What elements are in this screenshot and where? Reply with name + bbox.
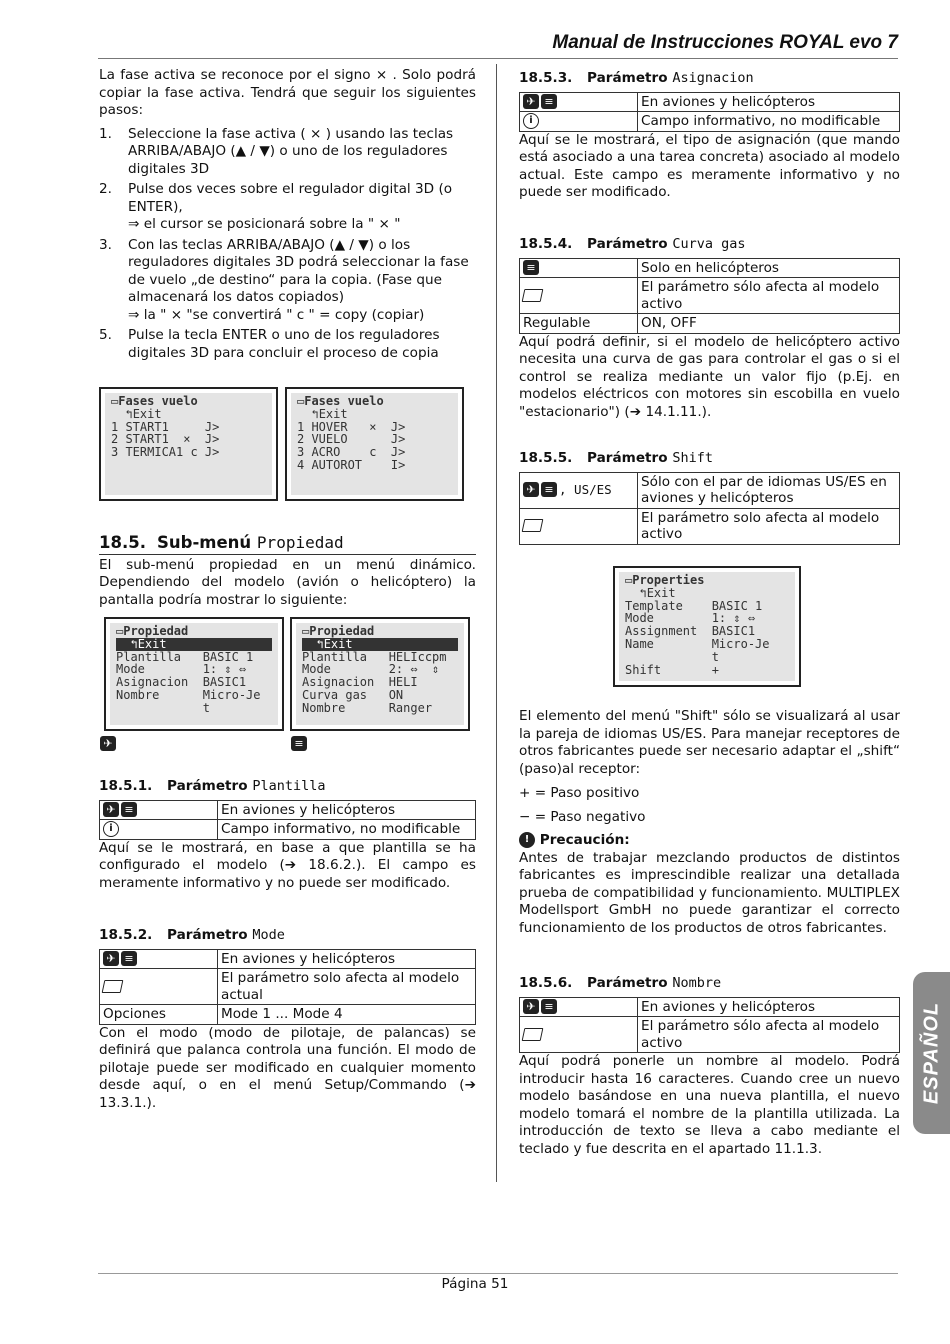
param-text: Aquí podrá ponerle un nombre al modelo. Podrá introducir hasta 16 caracteres. Cuando cree un nuevo modelo basándose en una nueva plantilla, el nuevo modelo tomará el nombre de la plantilla utilizada. La introducción de texto se lleva a cabo mediante el teclado y fue descrita en el apartado 11.1.3. — [519, 1053, 900, 1157]
table-row — [520, 112, 900, 132]
param-text: Aquí podrá definir, si el modelo de helicóptero activo necesita una curva de gas para controlar el gas o si el control se realiza mediante un valor fijo (p.Ej. en modelos eléctricos con motores sin escobilla en vuelo "estacionario") (➔ 14.1.11.). — [519, 333, 900, 420]
table-cell: Regulable — [520, 314, 638, 334]
airplane-icon: ✈ — [523, 94, 539, 109]
section-18-5 — [99, 534, 476, 609]
warning-text: Antes de trabajar mezclando productos de distintos fabricantes es imprescindible realizar una detallada prueba de compatibilidad y funcionamiento. MULTIPLEX Modellsport GmbH no puede garantizar el correcto funcionamiento de los productos de otros fabricantes. — [519, 849, 900, 936]
step-text: Pulse dos veces sobre el regulador digital 3D (o ENTER), — [128, 181, 453, 215]
section-heading — [99, 534, 476, 555]
screen-exit: Exit — [646, 585, 676, 600]
folder-icon: ▭ — [302, 624, 310, 638]
param-mono: Shift — [672, 450, 713, 466]
param-label: Parámetro — [587, 70, 668, 86]
table-cell: En aviones y helicópteros — [638, 92, 900, 112]
screen-propiedad-avion — [104, 617, 284, 731]
steps-list — [99, 126, 476, 363]
param-heading — [519, 70, 900, 88]
helicopter-icon: ≡ — [541, 94, 557, 109]
step-sub: ⇒ la " × "se convertirá " c " = copy (copiar) — [128, 306, 425, 323]
table-cell: El parámetro solo afecta al modelo actual — [218, 969, 476, 1005]
shift-minus: − = Paso negativo — [519, 808, 646, 825]
screen-exit: Exit — [318, 406, 348, 421]
param-number: 18.5.1. — [99, 778, 153, 794]
param-table — [519, 997, 900, 1054]
screen-properties — [613, 566, 801, 687]
table-row — [520, 278, 900, 314]
screen-row: Curva gas ON — [302, 687, 404, 702]
step-text: Pulse la tecla ENTER o uno de los reguladores digitales 3D para concluir el proceso de copia — [128, 327, 440, 361]
table-cell: Sólo con el par de idiomas US/ES en aviones y helicópteros — [638, 472, 900, 508]
screen-row: Nombre Micro-Je — [116, 687, 261, 702]
helicopter-icon: ≡ — [121, 802, 137, 817]
param-number: 18.5.6. — [519, 975, 573, 991]
helicopter-icon: ≡ — [523, 260, 539, 275]
screen-row: 2 START1 × J> — [111, 432, 220, 447]
param-label: Parámetro — [587, 236, 668, 252]
table-cell: El parámetro sólo afecta al modelo activo — [638, 278, 900, 314]
table-cell: Campo informativo, no modificable — [638, 112, 900, 132]
table-row — [100, 820, 476, 840]
param-text: Aquí se le mostrará, en base a que plantilla se ha configurado el modelo (➔ 18.6.2.). El campo es meramente informativo y no puede ser modificado. — [99, 839, 476, 891]
list-item — [99, 237, 476, 325]
airplane-icon: ✈ — [523, 999, 539, 1014]
param-mode — [99, 927, 476, 1112]
param-table — [99, 800, 476, 840]
exit-arrow-icon: ↰ — [639, 585, 647, 600]
param-shift — [519, 450, 900, 545]
folder-icon — [522, 1028, 544, 1041]
screen-title-text: Fases vuelo — [118, 394, 198, 408]
param-heading — [519, 236, 900, 254]
table-cell: El parámetro sólo afecta al modelo activo — [638, 1017, 900, 1053]
param-label: Parámetro — [587, 975, 668, 991]
param-curva-gas — [519, 236, 900, 421]
helicopter-icon: ≡ — [541, 482, 557, 497]
param-heading — [99, 927, 476, 945]
step-text: Seleccione la fase activa ( × ) usando las teclas ARRIBA/ABAJO (▲ / ▼) o uno de los reguladores digitales 3D — [128, 125, 454, 177]
table-cell: ON, OFF — [638, 314, 900, 334]
param-asignacion — [519, 70, 900, 202]
screen-row: Mode 1: ⇕ ⇔ — [116, 662, 247, 677]
screen-title-text: Propiedad — [309, 624, 375, 638]
screen-row: 3 ACRO c J> — [297, 445, 406, 460]
shift-plus: + = Paso positivo — [519, 785, 640, 801]
info-icon: i — [103, 821, 119, 837]
intro-text: La fase activa se reconoce por el signo × . Solo podrá copiar la fase activa. Tendrá que seguir los siguientes pasos: — [99, 67, 476, 118]
page-header-title: Manual de Instrucciones ROYAL evo 7 — [552, 32, 898, 53]
step-number: 3. — [99, 236, 112, 253]
exit-arrow-icon: ↰ — [316, 636, 324, 651]
warning-title: Precaución: — [539, 832, 630, 848]
screen-row: Assignment BASIC1 — [625, 624, 756, 639]
language-pair: , US/ES — [559, 481, 612, 497]
page-number: Página 51 — [441, 1276, 509, 1292]
list-item — [99, 181, 476, 234]
screen-row: Asignacion BASIC1 — [116, 675, 247, 690]
helicopter-icon: ≡ — [291, 736, 307, 751]
list-item — [99, 327, 476, 362]
param-mono: Plantilla — [252, 778, 326, 794]
folder-icon — [522, 519, 544, 532]
param-label: Parámetro — [167, 778, 248, 794]
warning-icon: ! — [519, 832, 535, 848]
table-row — [100, 800, 476, 820]
table-cell: En aviones y helicópteros — [218, 949, 476, 969]
param-text: El elemento del menú "Shift" sólo se visualizará al usar la pareja de idiomas US/ES. Para manejar receptores de otros fabricantes puede ser necesario adaptar el „shift“ (paso)al receptor: — [519, 708, 900, 777]
screen-row: Asignacion HELI — [302, 675, 418, 690]
param-table — [99, 949, 476, 1025]
screen-row: 1 START1 J> — [111, 419, 220, 434]
table-cell: Opciones — [100, 1005, 218, 1025]
section-mono: Propiedad — [256, 533, 344, 552]
param-table — [519, 258, 900, 334]
airplane-icon: ✈ — [103, 802, 119, 817]
param-nombre — [519, 975, 900, 1158]
header-rule — [98, 58, 898, 59]
param-mono: Mode — [252, 927, 285, 943]
step-number: 2. — [99, 181, 112, 197]
table-cell: Campo informativo, no modificable — [218, 820, 476, 840]
param-heading — [519, 450, 900, 468]
left-column — [99, 67, 476, 365]
helicopter-icon: ≡ — [541, 999, 557, 1014]
screen-row: t — [116, 700, 210, 715]
param-mono: Curva gas — [672, 236, 746, 252]
screen-row: Mode 2: ⇔ ⇕ — [302, 662, 440, 677]
screen-fases-vuelo-1 — [99, 387, 278, 501]
screen-title-text: Properties — [632, 573, 705, 587]
step-text: Con las teclas ARRIBA/ABAJO (▲ / ▼) o los reguladores digitales 3D podrá seleccionar la fase de vuelo „de destino“ para la copia. (Fase que almacenará los datos copiados) — [128, 236, 469, 305]
screen-exit: Exit — [137, 636, 167, 651]
table-cell: En aviones y helicópteros — [218, 800, 476, 820]
airplane-icon: ✈ — [523, 482, 539, 497]
folder-icon: ▭ — [625, 573, 633, 587]
screen-row: Mode 1: ⇕ ⇔ — [625, 611, 756, 626]
section-label: Sub-menú — [157, 533, 252, 552]
screen-row: 3 TERMICA1 c J> — [111, 445, 220, 460]
table-row — [520, 92, 900, 112]
airplane-icon: ✈ — [103, 951, 119, 966]
param-mono: Nombre — [672, 975, 722, 991]
screen-row: Plantilla BASIC 1 — [116, 649, 254, 664]
shift-description — [519, 708, 900, 937]
table-row — [520, 1017, 900, 1053]
param-heading — [99, 778, 476, 796]
screen-row: 4 AUTOROT I> — [297, 457, 406, 472]
language-tab-label: ESPAÑOL — [920, 1001, 942, 1105]
step-number: 5. — [99, 327, 112, 343]
param-heading — [519, 975, 900, 993]
airplane-icon: ✈ — [100, 736, 116, 751]
screen-title-text: Propiedad — [123, 624, 189, 638]
param-table — [519, 92, 900, 132]
screen-title-text: Fases vuelo — [304, 394, 384, 408]
section-text: El sub-menú propiedad en un menú dinámico. Dependiendo del modelo (avión o helicóptero) la pantalla podría mostrar lo siguiente: — [99, 556, 476, 608]
screen-propiedad-heli — [290, 617, 470, 731]
param-table — [519, 472, 900, 545]
table-cell: Mode 1 ... Mode 4 — [218, 1005, 476, 1025]
param-number: 18.5.2. — [99, 927, 153, 943]
screen-row: Plantilla HELIccpm — [302, 649, 447, 664]
footer-rule — [98, 1273, 898, 1274]
table-row — [520, 508, 900, 544]
screen-row: t — [625, 649, 719, 664]
section-number: 18.5. — [99, 533, 146, 552]
table-cell: En aviones y helicópteros — [638, 997, 900, 1017]
param-number: 18.5.3. — [519, 70, 573, 86]
table-row — [520, 997, 900, 1017]
screen-fases-vuelo-2 — [285, 387, 464, 501]
table-row — [520, 258, 900, 278]
step-number: 1. — [99, 125, 112, 142]
exit-arrow-icon: ↰ — [311, 406, 319, 421]
step-sub: ⇒ el cursor se posicionará sobre la " × " — [128, 216, 401, 232]
param-number: 18.5.5. — [519, 450, 573, 466]
screen-row: Shift + — [625, 662, 719, 677]
param-mono: Asignacion — [672, 70, 754, 86]
folder-icon: ▭ — [297, 394, 305, 408]
param-plantilla — [99, 778, 476, 892]
folder-icon: ▭ — [116, 624, 124, 638]
screen-row: Template BASIC 1 — [625, 598, 763, 613]
table-cell: El parámetro solo afecta al modelo activo — [638, 508, 900, 544]
param-text: Aquí se le mostrará, el tipo de asignación (que mando está asociado a una tarea concreta) asociado al modelo actual. Este campo es meramente informativo y no puede ser modificado. — [519, 131, 900, 200]
language-tab — [913, 972, 950, 1134]
screen-row: 2 VUELO J> — [297, 432, 406, 447]
table-row — [100, 949, 476, 969]
param-text: Con el modo (modo de pilotaje, de palancas) se definirá que palanca controla una función. El modo de pilotaje puede ser modificado en cualquier momento desde aquí, o en el menú Setup/Commando (➔ 13.3.1.). — [99, 1024, 476, 1111]
param-number: 18.5.4. — [519, 236, 573, 252]
screen-exit: Exit — [323, 636, 353, 651]
folder-icon — [102, 980, 124, 993]
folder-icon: ▭ — [111, 394, 119, 408]
table-row — [520, 472, 900, 508]
screen-row: Nombre Ranger — [302, 700, 433, 715]
screen-row: 1 HOVER × J> — [297, 419, 406, 434]
exit-arrow-icon: ↰ — [130, 636, 138, 651]
list-item — [99, 126, 476, 179]
helicopter-icon: ≡ — [121, 951, 137, 966]
exit-arrow-icon: ↰ — [125, 406, 133, 421]
folder-icon — [522, 289, 544, 302]
table-row — [520, 314, 900, 334]
screen-row: Name Micro-Je — [625, 636, 770, 651]
table-cell: Solo en helicópteros — [638, 258, 900, 278]
table-row — [100, 1005, 476, 1025]
param-label: Parámetro — [587, 450, 668, 466]
screen-exit: Exit — [132, 406, 162, 421]
info-icon: i — [523, 113, 539, 129]
param-label: Parámetro — [167, 927, 248, 943]
table-row — [100, 969, 476, 1005]
column-divider — [496, 64, 497, 1182]
